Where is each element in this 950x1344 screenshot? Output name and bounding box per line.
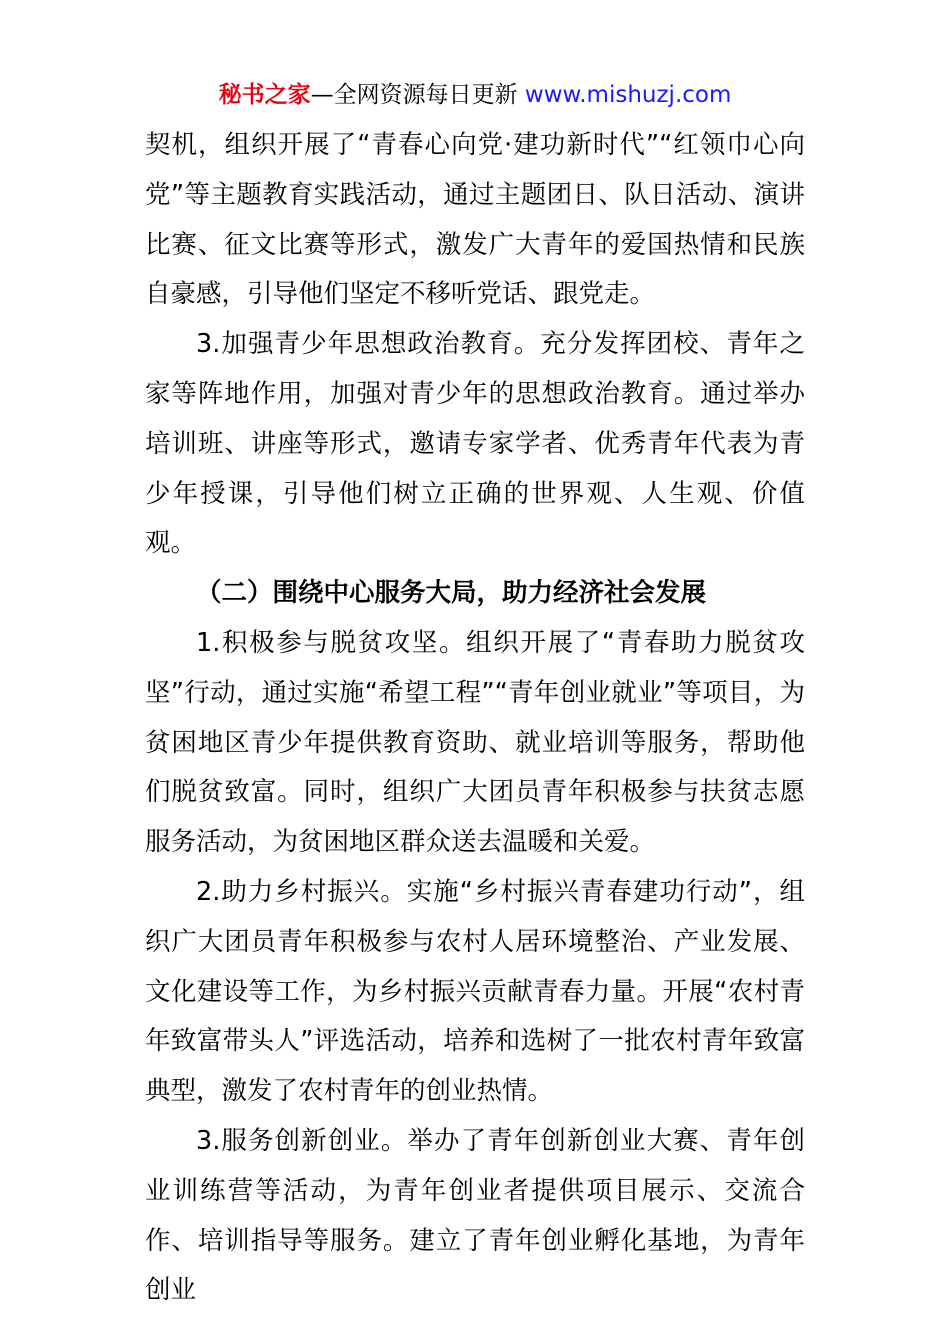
paragraph-poverty-alleviation: 1.积极参与脱贫攻坚。组织开展了“青春助力脱贫攻坚”行动，通过实施“希望工程”“青年创业就业”等项目，为贫困地区青少年提供教育资助、就业培训等服务，帮助他们脱贫致富。同时，组织广大团员青年积极参与扶贫志愿服务活动，为贫困地区群众送去温暖和关爱。 — [145, 627, 805, 858]
site-tagline: —全网资源每日更新 — [310, 82, 525, 108]
paragraph-innovation-entrepreneurship: 3.服务创新创业。举办了青年创新创业大赛、青年创业训练营等活动，为青年创业者提供项目展示、交流合作、培训指导等服务。建立了青年创业孵化基地，为青年创业 — [145, 1125, 805, 1306]
paragraph-continuation: 契机，组织开展了“青春心向党·建功新时代”“红领巾心向党”等主题教育实践活动，通过主题团日、队日活动、演讲比赛、征文比赛等形式，激发广大青年的爱国热情和民族自豪感，引导他们坚定不移听党话、跟党走。 — [145, 130, 805, 310]
document-body — [145, 121, 805, 1316]
paragraph-rural-revitalization: 2.助力乡村振兴。实施“乡村振兴青春建功行动”，组织广大团员青年积极参与农村人居环境整治、产业发展、文化建设等工作，为乡村振兴贡献青春力量。开展“农村青年致富带头人”评选活动，培养和选树了一批农村青年致富典型，激发了农村青年的创业热情。 — [145, 876, 805, 1107]
paragraph-ideological-education: 3.加强青少年思想政治教育。充分发挥团校、青年之家等阵地作用，加强对青少年的思想政治教育。通过举办培训班、讲座等形式，邀请专家学者、优秀青年代表为青少年授课，引导他们树立正确的世界观、人生观、价值观。 — [145, 329, 805, 559]
site-brand: 秘书之家 — [218, 82, 311, 108]
site-url[interactable]: www.mishuzj.com — [524, 82, 732, 108]
section-heading: （二）围绕中心服务大局，助力经济社会发展 — [196, 578, 707, 609]
page-header — [0, 78, 950, 112]
